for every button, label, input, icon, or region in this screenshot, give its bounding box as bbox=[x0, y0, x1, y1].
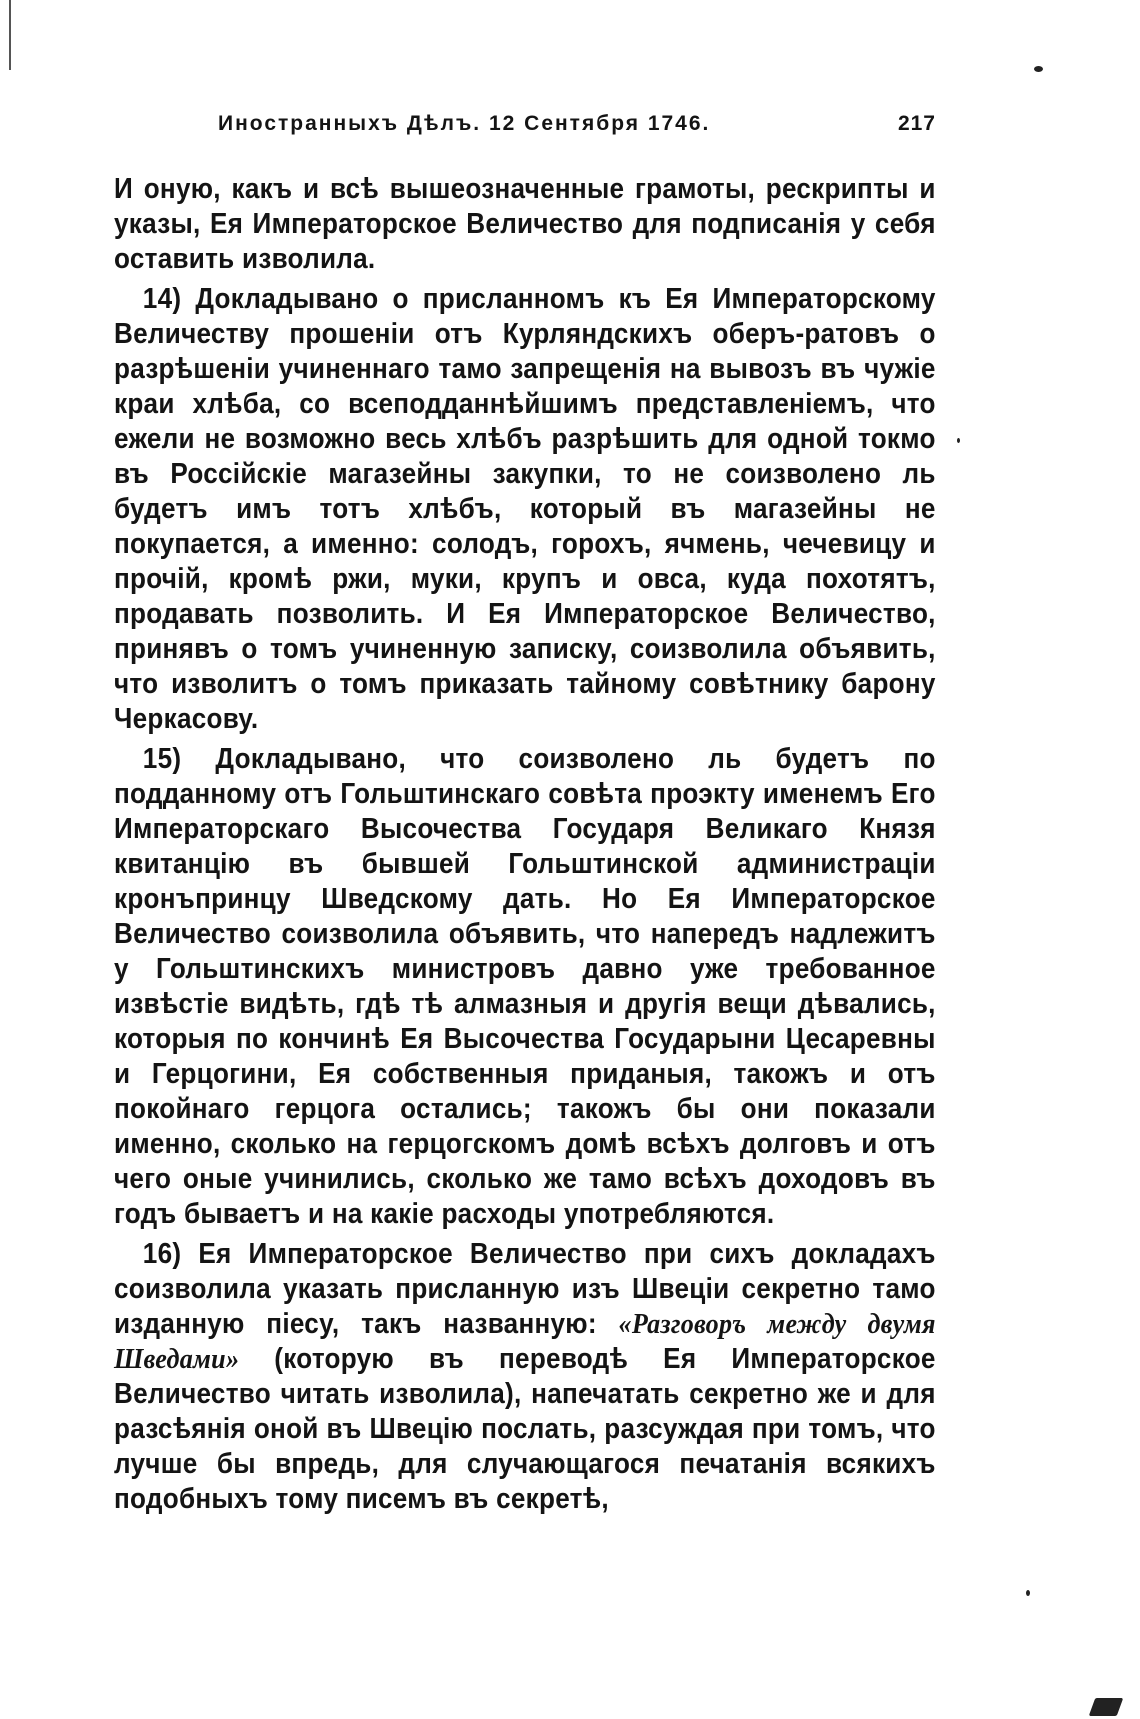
paragraph-16-text-before: 16) Ея Императорское Величество при сихъ докладахъ соизволила указать присланную изъ Швеціи секретно тамо изданную піесу, такъ названную: bbox=[114, 1238, 936, 1340]
page-edge bbox=[9, 0, 11, 70]
scan-speck bbox=[1026, 1590, 1030, 1596]
paragraph-continuation: И оную, какъ и всѣ вышеозначенные грамоты, рескрипты и указы, Ея Императорское Величество для подписанія у себя оставить изволила. bbox=[114, 173, 936, 275]
paragraph-item-15: 15) Докладывано, что соизволено ль будетъ по подданному отъ Гольштинскаго совѣта проэкту именемъ Его Императорскаго Высочества Государя Великаго Князя квитанцію въ бывшей Гольштинской администраціи кронъпринцу Шведскому дать. Но Ея Императорское Величество соизволила объявить, что напередъ надлежитъ у Гольштинскихъ министровъ давно уже требованное извѣстіе видѣть, гдѣ тѣ алмазныя и другія вещи дѣвались, которыя по кончинѣ Ея Высочества Государыни Цесаревны и Герцогини, Ея собственныя приданыя, такожъ и отъ покойнаго герцога остались; такожъ бы они показали именно, сколько на герцогскомъ домѣ всѣхъ долговъ и отъ чего оные учинились, сколько же тамо всѣхъ доходовъ въ годъ бываетъ и на какіе расходы употребляются. bbox=[114, 743, 936, 1230]
scan-speck bbox=[1089, 1698, 1124, 1716]
pamphlet-title: «Разговоръ между двумя Шведами» bbox=[114, 1308, 936, 1375]
running-head-title: Иностранныхъ Дѣлъ. 12 Сентября 1746. bbox=[218, 112, 711, 135]
paragraph-16-text-after: (которую въ переводѣ Ея Императорское Величество читать изволила), напечатать секретно же и для разсѣянія оной въ Швецію послать, разсуждая при томъ, что лучше бы впредь, для случающагося печатанія всякихъ подобныхъ тому писемъ въ секретѣ, bbox=[114, 1343, 936, 1515]
paragraph-item-14: 14) Докладывано о присланномъ къ Ея Императорскому Величеству прошеніи отъ Курляндскихъ оберъ-ратовъ о разрѣшеніи учиненнаго тамо запрещенія на вывозъ въ чужіе краи хлѣба, со всеподданнѣйшимъ представленіемъ, что ежели не возможно весь хлѣбъ разрѣшить для одной токмо въ Россійскіе магазейны закупки, то не соизволено ль будетъ имъ тотъ хлѣбъ, который въ магазейны не покупается, а именно: солодъ, горохъ, ячмень, чечевицу и прочій, кромѣ ржи, муки, крупъ и овса, куда похотятъ, продавать позволить. И Ея Императорское Величество, принявъ о томъ учиненную записку, соизволила объявить, что изволитъ о томъ приказать тайному совѣтнику барону Черкасову. bbox=[114, 283, 936, 735]
running-head bbox=[218, 112, 936, 142]
scan-speck bbox=[957, 438, 960, 443]
body-text bbox=[114, 172, 936, 1517]
paragraph-item-16 bbox=[114, 1237, 936, 1517]
page-number: 217 bbox=[897, 112, 936, 135]
scan-speck bbox=[1034, 66, 1043, 72]
